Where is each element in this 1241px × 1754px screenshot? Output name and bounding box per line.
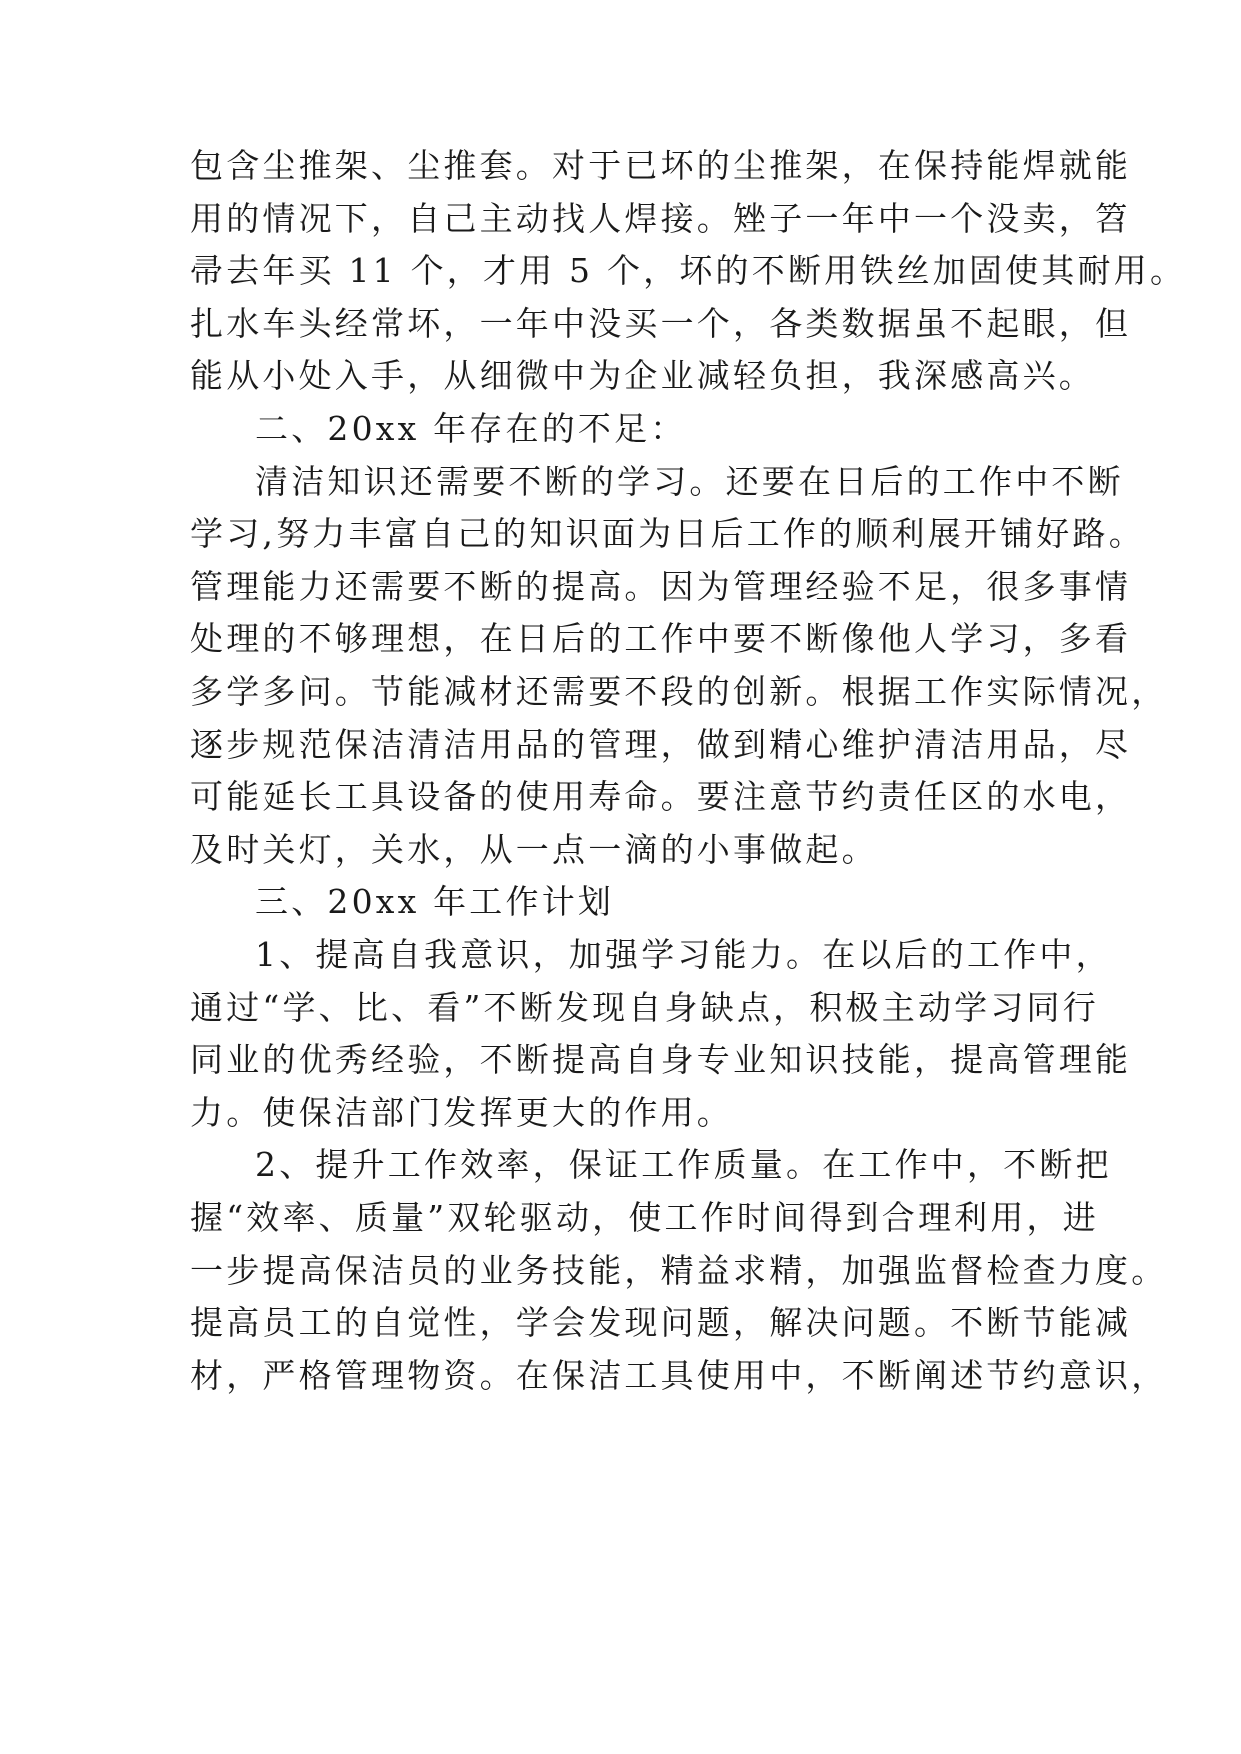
text-line: 通过“学、比、看”不断发现自身缺点，积极主动学习同行 bbox=[190, 987, 1099, 1027]
text-line: 握“效率、质量”双轮驱动，使工作时间得到合理利用，进 bbox=[190, 1198, 1099, 1237]
text-line: 逐步规范保洁清洁用品的管理，做到精心维护清洁用品，尽 bbox=[190, 724, 1132, 764]
text-line: 包含尘推架、尘推套。对于已坏的尘推架，在保持能焊就能 bbox=[190, 146, 1132, 185]
text-line: 可能延长工具设备的使用寿命。要注意节约责任区的水电， bbox=[190, 777, 1132, 817]
text-line: 提高员工的自觉性，学会发现问题，解决问题。不断节能减 bbox=[190, 1303, 1132, 1343]
text-line: 用的情况下，自己主动找人焊接。矬子一年中一个没卖，笤 bbox=[190, 198, 1132, 238]
text-line: 多学多问。节能减材还需要不段的创新。根据工作实际情况， bbox=[190, 672, 1168, 711]
text-line: 材，严格管理物资。在保洁工具使用中，不断阐述节约意识， bbox=[190, 1355, 1168, 1395]
text-line: 学习,努力丰富自己的知识面为日后工作的顺利展开铺好路。 bbox=[190, 514, 1145, 554]
text-line: 1、提高自我意识，加强学习能力。在以后的工作中， bbox=[255, 935, 1112, 974]
text-line: 清洁知识还需要不断的学习。还要在日后的工作中不断 bbox=[255, 461, 1124, 501]
text-line: 处理的不够理想，在日后的工作中要不断像他人学习，多看 bbox=[190, 619, 1132, 659]
text-line: 能从小处入手，从细微中为企业减轻负担，我深感高兴。 bbox=[190, 356, 1095, 396]
text-line: 扎水车头经常坏，一年中没买一个，各类数据虽不起眼，但 bbox=[190, 303, 1132, 343]
text-line: 同业的优秀经验，不断提高自身专业知识技能，提高管理能 bbox=[190, 1040, 1132, 1080]
text-line: 帚去年买 11 个，才用 5 个，坏的不断用铁丝加固使其耐用。 bbox=[190, 251, 1187, 291]
text-line: 管理能力还需要不断的提高。因为管理经验不足，很多事情 bbox=[190, 566, 1132, 606]
text-line: 力。使保洁部门发挥更大的作用。 bbox=[190, 1092, 733, 1132]
text-line: 一步提高保洁员的业务技能，精益求精，加强监督检查力度。 bbox=[190, 1250, 1168, 1290]
text-line: 三、20xx 年工作计划 bbox=[255, 882, 615, 922]
text-line: 二、20xx 年存在的不足： bbox=[255, 409, 687, 448]
text-line: 及时关灯，关水，从一点一滴的小事做起。 bbox=[190, 829, 878, 869]
text-line: 2、提升工作效率，保证工作质量。在工作中，不断把 bbox=[255, 1145, 1112, 1185]
